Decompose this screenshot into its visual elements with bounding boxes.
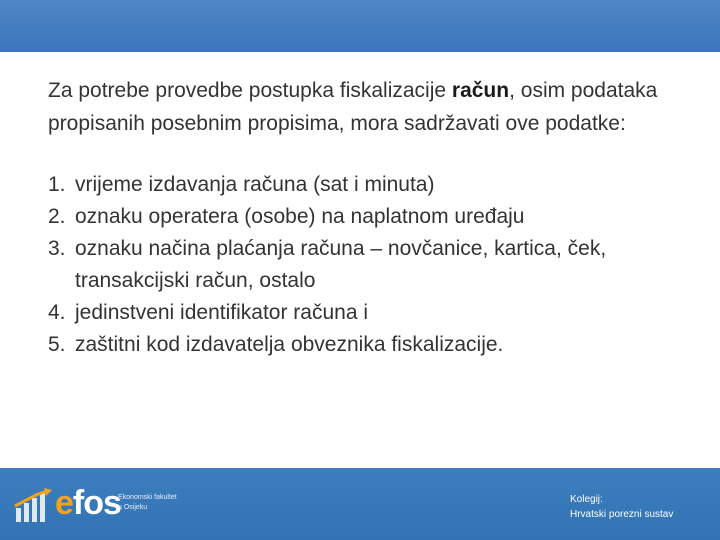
item-text: zaštitni kod izdavatelja obveznika fiskalizacije.	[75, 333, 504, 356]
intro-paragraph	[48, 74, 688, 140]
list-item	[48, 169, 688, 201]
logo-wordmark: efos	[55, 484, 121, 522]
item-number: 2.	[48, 205, 66, 228]
list-item	[48, 201, 688, 233]
top-header-band	[0, 0, 720, 52]
list-item	[48, 297, 688, 329]
item-number: 3.	[48, 237, 66, 260]
intro-bold-word: račun	[451, 79, 510, 102]
list-item	[48, 329, 688, 361]
item-text: oznaku načina plaćanja računa – novčanice, kartica, ček, transakcijski račun, ostalo	[75, 237, 607, 292]
item-text: oznaku operatera (osobe) na naplatnom uređaju	[75, 205, 525, 228]
course-label: Kolegij:	[570, 494, 603, 505]
item-number: 1.	[48, 173, 66, 196]
intro-text-start: Za potrebe provedbe postupka fiskalizacije	[48, 79, 452, 102]
item-text: vrijeme izdavanja računa (sat i minuta)	[75, 173, 435, 196]
bar-chart-logo-icon	[14, 488, 54, 524]
efos-logo	[14, 484, 194, 528]
requirements-list	[48, 169, 688, 361]
course-name: Hrvatski porezni sustav	[570, 509, 674, 520]
item-number: 5.	[48, 333, 66, 356]
slide-content	[48, 74, 688, 361]
list-item	[48, 233, 688, 297]
course-info	[570, 492, 673, 522]
intro-text-end: , osim podataka propisanih posebnim propisima, mora sadržavati ove podatke:	[48, 79, 658, 135]
item-number: 4.	[48, 301, 66, 324]
item-text: jedinstveni identifikator računa i	[75, 301, 368, 324]
logo-subtitle: Ekonomski fakultet u Osijeku	[118, 494, 177, 511]
